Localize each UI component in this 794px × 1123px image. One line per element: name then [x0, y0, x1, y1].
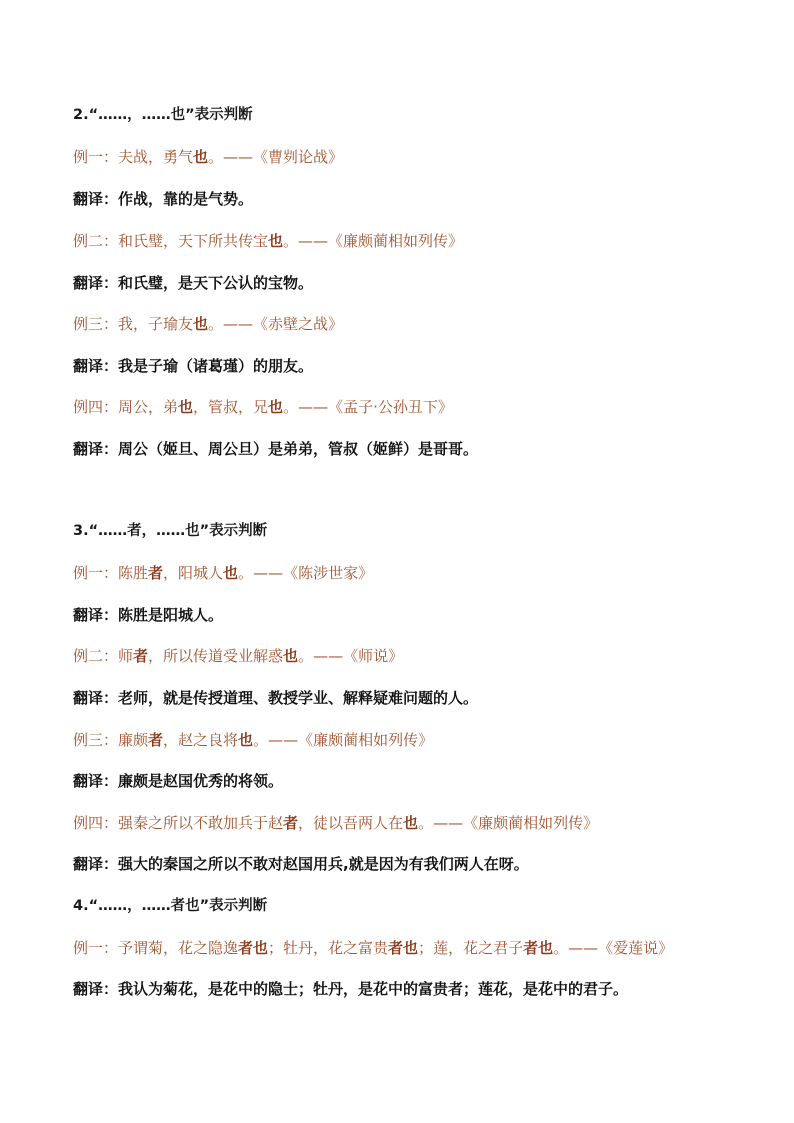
- translation-line: 翻译：我是子瑜（诸葛瑾）的朋友。: [73, 357, 314, 375]
- example-line: [73, 146, 343, 168]
- translation-line: 翻译：陈胜是阳城人。: [73, 606, 224, 624]
- example-text: ；莲，花之君子: [418, 939, 524, 957]
- example-text: 例三：廉颇: [73, 731, 149, 749]
- example-text: 。——《廉颇蔺相如列传》: [253, 731, 434, 749]
- example-text: 。——《曹刿论战》: [208, 148, 344, 166]
- emphasis-word: 也: [268, 232, 284, 250]
- example-line: [73, 562, 373, 584]
- example-text: 例二：和氏璧，天下所共传宝: [73, 232, 269, 250]
- example-text: 。——《廉颇蔺相如列传》: [283, 232, 464, 250]
- translation-line: 翻译：作战，靠的是气势。: [73, 190, 254, 208]
- example-text: 。——《廉颇蔺相如列传》: [418, 814, 599, 832]
- example-text: ，阳城人: [163, 564, 224, 582]
- example-text: 。——《爱莲说》: [553, 939, 674, 957]
- example-line: [73, 812, 598, 834]
- example-text: ，徒以吾两人在: [298, 814, 404, 832]
- emphasis-word: 也: [403, 814, 419, 832]
- example-text: 。——《赤壁之战》: [208, 315, 344, 333]
- emphasis-word: 者也: [388, 939, 419, 957]
- translation-line: 翻译：老师，就是传授道理、教授学业、解释疑难问题的人。: [73, 689, 479, 707]
- example-text: 。——《孟子·公孙丑下》: [283, 398, 453, 416]
- emphasis-word: 者: [133, 647, 149, 665]
- section-heading: 4.“……，……者也”表示判断: [73, 898, 268, 914]
- emphasis-word: 也: [238, 731, 254, 749]
- emphasis-word: 者: [148, 731, 164, 749]
- translation-line: 翻译：我认为菊花，是花中的隐士；牡丹，是花中的富贵者；莲花，是花中的君子。: [73, 980, 629, 998]
- example-text: 例三：我，子瑜友: [73, 315, 194, 333]
- translation-line: 翻译：廉颇是赵国优秀的将领。: [73, 772, 284, 790]
- example-text: ，所以传道受业解惑: [148, 647, 284, 665]
- example-text: 例四：周公，弟: [73, 398, 179, 416]
- example-text: 例二：师: [73, 647, 134, 665]
- emphasis-word: 也: [178, 398, 194, 416]
- emphasis-word: 者: [148, 564, 164, 582]
- emphasis-word: 者: [283, 814, 299, 832]
- example-line: [73, 313, 343, 335]
- example-line: [73, 230, 463, 252]
- example-text: ，赵之良将: [163, 731, 239, 749]
- example-line: [73, 645, 403, 667]
- emphasis-word: 也: [283, 647, 299, 665]
- example-text: 例四：强秦之所以不敢加兵于赵: [73, 814, 284, 832]
- example-text: 例一：夫战，勇气: [73, 148, 194, 166]
- translation-line: 翻译：和氏璧，是天下公认的宝物。: [73, 274, 314, 292]
- example-line: [73, 729, 433, 751]
- emphasis-word: 也: [223, 564, 239, 582]
- example-text: ，管叔，兄: [193, 398, 269, 416]
- emphasis-word: 者也: [238, 939, 269, 957]
- example-text: ；牡丹，花之富贵: [268, 939, 389, 957]
- translation-line: 翻译：强大的秦国之所以不敢对赵国用兵,就是因为有我们两人在呀。: [73, 855, 529, 873]
- section-heading: 2.“……，……也”表示判断: [73, 107, 253, 123]
- section-heading: 3.“……者，……也”表示判断: [73, 523, 268, 539]
- example-line: [73, 396, 453, 418]
- example-text: 例一：予谓菊，花之隐逸: [73, 939, 239, 957]
- example-line: [73, 937, 673, 959]
- emphasis-word: 也: [268, 398, 284, 416]
- emphasis-word: 也: [193, 148, 209, 166]
- translation-line: 翻译：周公（姬旦、周公旦）是弟弟，管叔（姬鲜）是哥哥。: [73, 440, 479, 458]
- example-text: 。——《师说》: [298, 647, 404, 665]
- emphasis-word: 者也: [523, 939, 554, 957]
- example-text: 例一：陈胜: [73, 564, 149, 582]
- emphasis-word: 也: [193, 315, 209, 333]
- example-text: 。——《陈涉世家》: [238, 564, 374, 582]
